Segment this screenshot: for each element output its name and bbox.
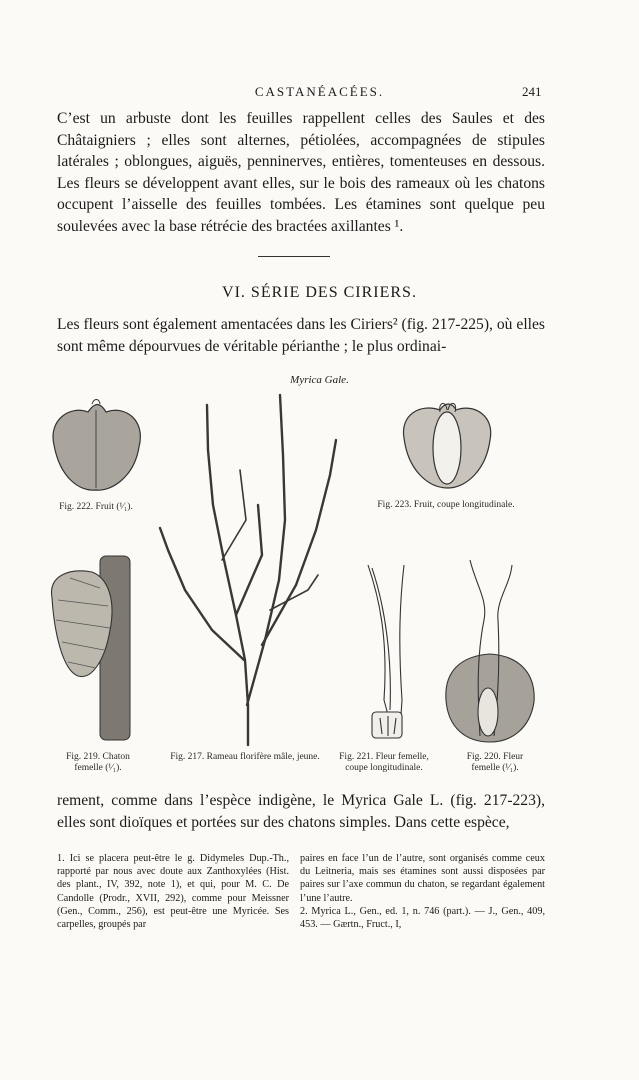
running-header: CASTANÉACÉES. <box>254 84 385 99</box>
caption-fig221: Fig. 221. Fleur femelle, coupe longitudinale. <box>339 752 429 773</box>
paragraph-shrub-description: C’est un arbuste dont les feuilles rappellent celles des Saules et des Châtaigniers ; elles sont alternes, pétiolées, accompagnées de stipules latérales ; oblongues, aiguës, penninerves, entières, tomenteuses en dessous. Les fleurs se développent avant elles, sur le bois des rameaux où les chatons occupent l’aisselle des feuilles tombées. Les étamines sont quelque peu soulevées avec la base rétrécie des bractées axillantes ¹. <box>57 110 545 235</box>
fig223-fruit-section-drawing <box>403 403 490 488</box>
paragraph-myrica-gale: rement, comme dans l’espèce indigène, le Myrica Gale L. (fig. 217-223), elles sont dioïques et portées sur des chatons simples. Dans cette espèce, <box>57 792 545 831</box>
paragraph-ciriers-intro: Les fleurs sont également amentacées dans les Ciriers² (fig. 217-225), où elles sont même dépourvues de véritable périanthe ; le plus ordinai- <box>57 316 545 355</box>
fig217-branch-drawing <box>160 395 336 745</box>
fig219-catkin-drawing <box>52 556 130 740</box>
footnote-1 <box>57 852 289 931</box>
footnote-2: 2. Myrica L., Gen., ed. 1, n. 746 (part.). — J., Gen., 409, 453. — Gærtn., Fruct., I, <box>300 905 545 931</box>
caption-fig223: Fig. 223. Fruit, coupe longitudinale. <box>377 500 515 510</box>
caption-fig222: Fig. 222. Fruit (¹⁄₁). <box>59 502 133 512</box>
caption-fig219: Fig. 219. Chaton femelle (¹⁄₁). <box>66 752 130 773</box>
footnote-1-text: 1. Ici se placera peut-être le g. Didymeles Dup.-Th., rapporté par nous avec doute aux Zanthoxylées (Hist. des plant., IV, 392, note 1), et qui, pour M. C. De Candolle (Prodr., XVII, 292), comme pour Meissner (Gen., Comm., 256), est peut-être une Myricée. Ses carpelles, groupés par <box>57 853 289 931</box>
plate-title: Myrica Gale. <box>290 374 349 386</box>
fig221-flower-section-drawing <box>368 565 404 738</box>
caption-fig217: Fig. 217. Rameau florifère mâle, jeune. <box>170 752 320 762</box>
page-number: 241 <box>522 84 542 99</box>
section-title: VI. SÉRIE DES CIRIERS. <box>222 284 417 301</box>
footnote-1-continued: paires en face l’un de l’autre, sont organisés comme ceux du Leitneria, mais ses étamines sont aussi disposées par paires sur l’axe commun du chaton, se regardant également l’une l’autre. <box>300 853 545 904</box>
fig222-fruit-drawing <box>53 400 140 491</box>
fig220-flower-drawing <box>446 560 534 742</box>
footnote-column-right <box>300 852 545 931</box>
caption-fig220: Fig. 220. Fleur femelle (¹⁄₁). <box>466 752 524 773</box>
